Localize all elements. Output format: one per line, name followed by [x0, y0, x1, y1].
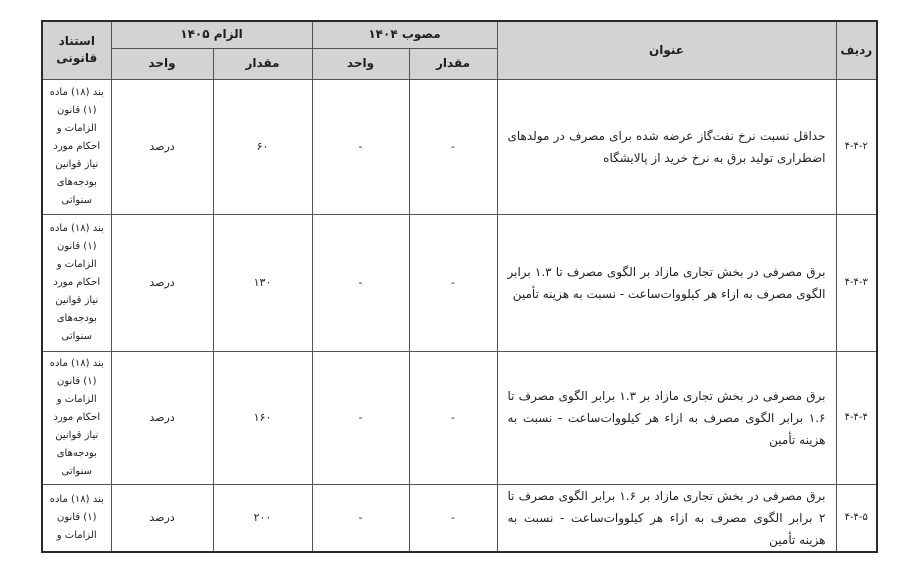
regulation-table — [41, 20, 878, 553]
required-value: ۱۳۰ — [213, 214, 312, 351]
table-row — [42, 351, 877, 484]
header-approved-value: مقدار — [409, 48, 497, 79]
header-legal-basis: استناد قانونی — [42, 21, 111, 79]
row-title: حداقل نسبت نرخ نفت‌گاز عرضه شده برای مصرف در مولدهای اضطراری تولید برق به نرخ خرید از پالایشگاه — [497, 79, 836, 214]
row-title: برق مصرفی در بخش تجاری مازاد بر ۱.۳ برابر الگوی مصرف تا ۱.۶ برابر الگوی مصرف به ازاء هر کیلووات‌ساعت - نسبت به هزینه تأمین — [497, 351, 836, 484]
row-id: ۴-۴-۲ — [836, 79, 877, 214]
required-unit: درصد — [111, 214, 213, 351]
legal-basis-text: بند (۱۸) ماده (۱) قانون الزامات و — [49, 493, 104, 541]
header-row-groups — [42, 21, 877, 48]
row-id: ۴-۴-۴ — [836, 351, 877, 484]
legal-basis-text: بند (۱۸) ماده (۱) قانون الزامات و احکام مورد نیاز قوانین بودجه‌های سنواتی — [49, 86, 104, 206]
legal-basis-text: بند (۱۸) ماده (۱) قانون الزامات و احکام مورد نیاز قوانین بودجه‌های سنواتی — [49, 222, 104, 342]
approved-unit: - — [312, 351, 409, 484]
row-id: ۴-۴-۳ — [836, 214, 877, 351]
approved-unit: - — [312, 484, 409, 552]
approved-value: - — [409, 351, 497, 484]
approved-unit: - — [312, 214, 409, 351]
legal-basis-text: بند (۱۸) ماده (۱) قانون الزامات و احکام مورد نیاز قوانین بودجه‌های سنواتی — [49, 357, 104, 477]
table-row — [42, 79, 877, 214]
header-required-unit: واحد — [111, 48, 213, 79]
table-header — [42, 21, 877, 79]
header-approved-unit: واحد — [312, 48, 409, 79]
approved-unit: - — [312, 79, 409, 214]
header-required-value: مقدار — [213, 48, 312, 79]
approved-value: - — [409, 214, 497, 351]
required-value: ۲۰۰ — [213, 484, 312, 552]
table-body — [42, 79, 877, 552]
approved-value: - — [409, 79, 497, 214]
legal-basis — [42, 484, 111, 552]
legal-basis — [42, 214, 111, 351]
header-title: عنوان — [497, 21, 836, 79]
row-title: برق مصرفی در بخش تجاری مازاد بر الگوی مصرف تا ۱.۳ برابر الگوی مصرف به ازاء هر کیلووات‌ساعت - نسبت به هزینه تأمین — [497, 214, 836, 351]
required-unit: درصد — [111, 351, 213, 484]
header-group-required-1405: الزام ۱۴۰۵ — [111, 21, 312, 48]
table-row — [42, 484, 877, 552]
legal-basis — [42, 351, 111, 484]
required-value: ۶۰ — [213, 79, 312, 214]
required-unit: درصد — [111, 484, 213, 552]
legal-basis — [42, 79, 111, 214]
row-id: ۴-۴-۵ — [836, 484, 877, 552]
row-title: برق مصرفی در بخش تجاری مازاد بر ۱.۶ برابر الگوی مصرف تا ۲ برابر الگوی مصرف به ازاء هر کیلووات‌ساعت - نسبت به هزینه تأمین — [497, 484, 836, 552]
approved-value: - — [409, 484, 497, 552]
required-unit: درصد — [111, 79, 213, 214]
header-group-approved-1404: مصوب ۱۴۰۴ — [312, 21, 497, 48]
table-row — [42, 214, 877, 351]
regulation-table-container — [43, 20, 878, 553]
required-value: ۱۶۰ — [213, 351, 312, 484]
header-radif: ردیف — [836, 21, 877, 79]
